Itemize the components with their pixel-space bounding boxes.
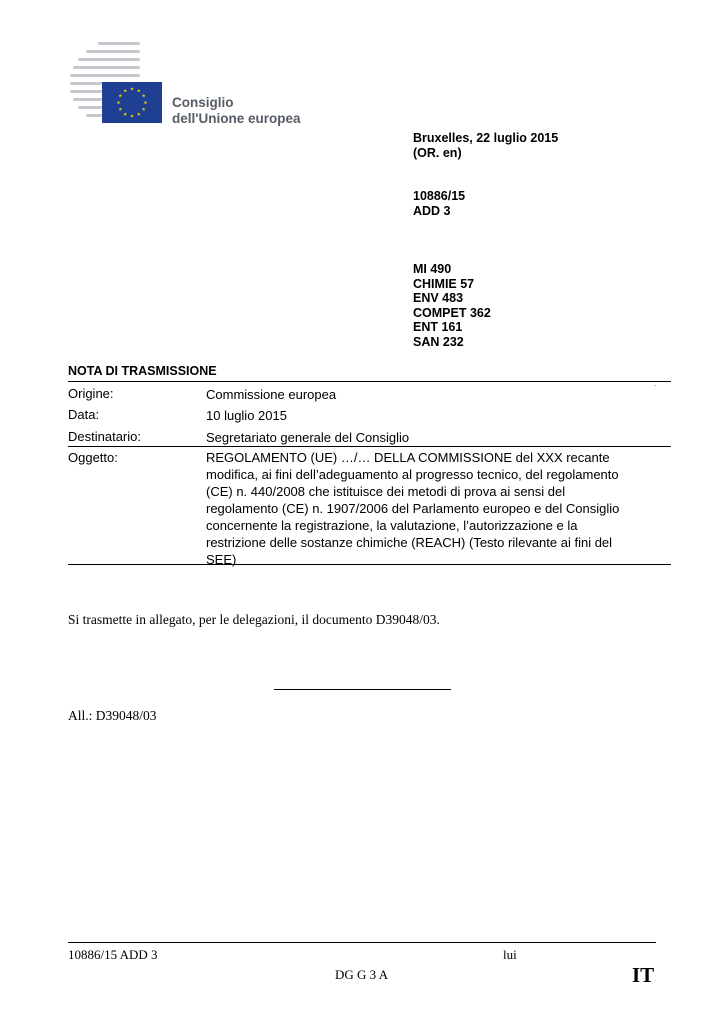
table-bottom-rule: [68, 564, 671, 565]
code-item: ENV 483: [413, 291, 464, 305]
original-language: (OR. en): [413, 145, 462, 160]
row-label: Origine:: [68, 386, 114, 401]
row-label: Destinatario:: [68, 429, 141, 444]
document-number: 10886/15: [413, 189, 466, 203]
addendum-number: ADD 3: [413, 203, 451, 218]
transmittal-text: Si trasmette in allegato, per le delegazioni, il documento D39048/03.: [68, 612, 440, 627]
subject-line: (CE) n. 440/2008 che istituisce dei metodi di prova ai sensi del: [206, 484, 566, 499]
row-value: 10 luglio 2015: [206, 408, 287, 423]
margin-mark: .: [654, 379, 657, 388]
note-title: NOTA DI TRASMISSIONE: [68, 364, 217, 378]
separator-line: [274, 689, 451, 690]
row-value: Segretariato generale del Consiglio: [206, 430, 410, 445]
table-top-rule: [68, 381, 671, 382]
code-item: MI 490: [413, 262, 452, 276]
row-label: Oggetto:: [68, 450, 118, 465]
footer-doc-ref: 10886/15 ADD 3: [68, 947, 158, 962]
subject-line: regolamento (CE) n. 1907/2006 del Parlamento europeo e del Consiglio: [206, 501, 620, 516]
subject-line: SEE): [206, 552, 237, 567]
code-item: ENT 161: [413, 320, 463, 334]
row-label: Data:: [68, 407, 100, 422]
subject-text: [206, 449, 666, 568]
document-number-block: [413, 189, 465, 218]
place-date: Bruxelles, 22 luglio 2015: [413, 131, 559, 145]
organization-name: [172, 95, 300, 127]
code-item: COMPET 362: [413, 305, 491, 320]
eu-flag-icon: [102, 82, 162, 123]
subject-line: REGOLAMENTO (UE) …/… DELLA COMMISSIONE del XXX recante: [206, 450, 610, 465]
code-item: CHIMIE 57: [413, 276, 475, 291]
row-divider: [68, 446, 671, 447]
subject-line: restrizione delle sostanze chimiche (REACH) (Testo rilevante ai fini del: [206, 535, 613, 550]
place-date-block: [413, 131, 558, 160]
attachment-reference: All.: D39048/03: [68, 708, 157, 723]
footer-rule: [68, 942, 656, 943]
footer-directorate: DG G 3 A: [335, 967, 389, 982]
subject-line: modifica, ai fini dell’adeguamento al progresso tecnico, del regolamento: [206, 467, 619, 482]
row-value: Commissione europea: [206, 387, 337, 402]
interinstitutional-codes: [413, 262, 491, 349]
org-line-1: Consiglio: [172, 95, 234, 110]
subject-line: concernente la registrazione, la valutazione, l’autorizzazione e la: [206, 518, 578, 533]
footer-language-code: IT: [632, 963, 655, 987]
code-item: SAN 232: [413, 334, 464, 349]
footer-initials: lui: [503, 947, 517, 962]
org-line-2: dell'Unione europea: [172, 111, 301, 126]
